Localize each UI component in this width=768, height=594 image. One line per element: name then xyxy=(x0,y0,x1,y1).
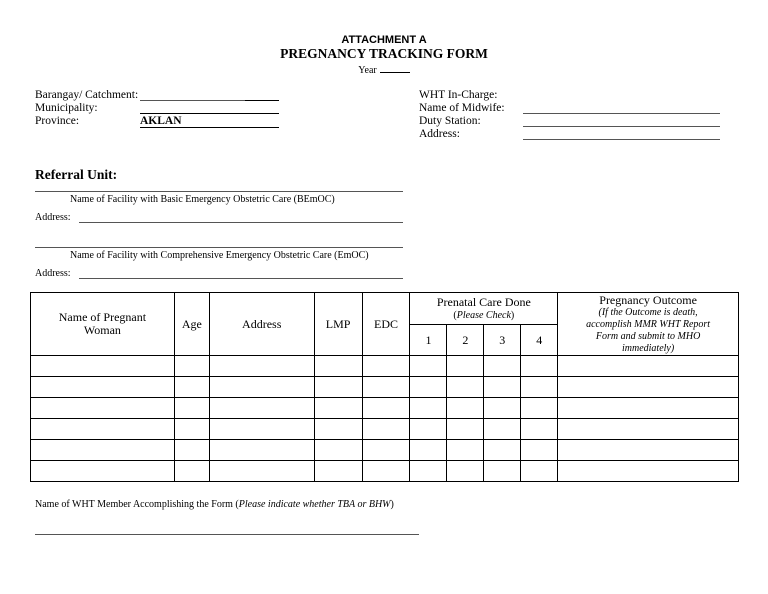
table-cell[interactable] xyxy=(410,377,447,398)
visit-4-header: 4 xyxy=(521,325,558,356)
table-cell[interactable] xyxy=(209,377,314,398)
barangay-label: Barangay/ Catchment: xyxy=(35,89,139,101)
table-cell[interactable] xyxy=(314,377,362,398)
table-cell[interactable] xyxy=(209,356,314,377)
bemoc-address-label: Address: xyxy=(35,212,71,223)
emoc-address-label: Address: xyxy=(35,268,71,279)
table-cell[interactable] xyxy=(410,461,447,482)
table-cell[interactable] xyxy=(521,377,558,398)
footer-note: Please indicate whether TBA or BHW xyxy=(238,499,391,510)
outcome-note: (If the Outcome is death, accomplish MMR WHT Report Form and submit to MHO immediately) xyxy=(586,306,711,354)
table-cell[interactable] xyxy=(558,419,739,440)
table-cell[interactable] xyxy=(314,461,362,482)
table-cell[interactable] xyxy=(447,398,484,419)
table-cell[interactable] xyxy=(174,356,209,377)
prenatal-title: Prenatal Care Done xyxy=(436,294,531,309)
province-label: Province: xyxy=(35,115,80,127)
wht-member-field[interactable] xyxy=(35,534,419,535)
table-cell[interactable] xyxy=(174,398,209,419)
col-header-lmp: LMP xyxy=(314,293,362,356)
table-cell[interactable] xyxy=(314,398,362,419)
visit-2-header: 2 xyxy=(447,325,484,356)
table-cell[interactable] xyxy=(410,440,447,461)
referral-unit-heading: Referral Unit: xyxy=(35,167,118,182)
table-cell[interactable] xyxy=(209,440,314,461)
table-cell[interactable] xyxy=(410,356,447,377)
pregnancy-tracking-table xyxy=(30,292,739,482)
table-row xyxy=(31,398,739,419)
visit-3-header: 3 xyxy=(484,325,521,356)
table-cell[interactable] xyxy=(558,461,739,482)
form-title: PREGNANCY TRACKING FORM xyxy=(280,46,488,61)
col-header-name xyxy=(31,293,175,356)
table-cell[interactable] xyxy=(31,461,175,482)
table-cell[interactable] xyxy=(484,419,521,440)
table-cell[interactable] xyxy=(174,440,209,461)
emoc-address-field[interactable] xyxy=(79,278,403,279)
municipality-field[interactable] xyxy=(140,113,279,114)
table-cell[interactable] xyxy=(410,398,447,419)
table-cell[interactable] xyxy=(209,398,314,419)
table-cell[interactable] xyxy=(362,356,410,377)
table-cell[interactable] xyxy=(362,419,410,440)
table-cell[interactable] xyxy=(31,419,175,440)
footer-label: Name of WHT Member Accomplishing the Form ( xyxy=(35,499,239,510)
wht-incharge-label: WHT In-Charge: xyxy=(419,89,498,101)
table-cell[interactable] xyxy=(447,377,484,398)
table-cell[interactable] xyxy=(558,356,739,377)
address-label: Address: xyxy=(419,128,460,140)
year-field[interactable] xyxy=(380,63,410,73)
table-cell[interactable] xyxy=(410,419,447,440)
duty-station-label: Duty Station: xyxy=(419,115,481,127)
table-body xyxy=(31,356,739,482)
table-cell[interactable] xyxy=(484,398,521,419)
table-cell[interactable] xyxy=(362,377,410,398)
table-cell[interactable] xyxy=(314,356,362,377)
table-cell[interactable] xyxy=(362,398,410,419)
year-label: Year xyxy=(358,65,377,76)
col-header-age: Age xyxy=(174,293,209,356)
table-row xyxy=(31,356,739,377)
emoc-name-field[interactable] xyxy=(35,247,403,248)
table-cell[interactable] xyxy=(31,440,175,461)
duty-station-field[interactable] xyxy=(523,126,720,127)
midwife-label: Name of Midwife: xyxy=(419,102,505,114)
table-row xyxy=(31,440,739,461)
table-cell[interactable] xyxy=(447,461,484,482)
visit-1-header: 1 xyxy=(410,325,447,356)
barangay-field-prefix xyxy=(140,100,245,101)
province-field[interactable] xyxy=(140,127,279,128)
table-cell[interactable] xyxy=(209,419,314,440)
table-cell[interactable] xyxy=(209,461,314,482)
prenatal-note-text: Please Check xyxy=(456,309,511,321)
table-row xyxy=(31,419,739,440)
footer-text xyxy=(35,499,394,510)
bemoc-address-field[interactable] xyxy=(79,222,403,223)
table-cell[interactable] xyxy=(362,440,410,461)
province-value: AKLAN xyxy=(140,115,182,127)
prenatal-note: (Please Check) xyxy=(453,309,515,321)
emoc-label: Name of Facility with Comprehensive Emergency Obstetric Care (EmOC) xyxy=(70,250,369,261)
table-cell[interactable] xyxy=(558,398,739,419)
table-cell[interactable] xyxy=(447,440,484,461)
midwife-field[interactable] xyxy=(523,113,720,114)
table-cell[interactable] xyxy=(521,440,558,461)
col-header-name-text: Name of Pregnant Woman xyxy=(58,310,147,337)
table-cell[interactable] xyxy=(484,356,521,377)
municipality-label: Municipality: xyxy=(35,102,98,114)
table-cell[interactable] xyxy=(447,356,484,377)
table-cell[interactable] xyxy=(174,461,209,482)
bemoc-label: Name of Facility with Basic Emergency Obstetric Care (BEmOC) xyxy=(70,194,335,205)
table-cell[interactable] xyxy=(314,440,362,461)
table-cell[interactable] xyxy=(314,419,362,440)
table-cell[interactable] xyxy=(521,419,558,440)
col-header-address: Address xyxy=(209,293,314,356)
bemoc-name-field[interactable] xyxy=(35,191,403,192)
table-cell[interactable] xyxy=(521,356,558,377)
address-field[interactable] xyxy=(523,139,720,140)
table-cell[interactable] xyxy=(31,356,175,377)
table-cell[interactable] xyxy=(31,398,175,419)
col-header-edc: EDC xyxy=(362,293,410,356)
outcome-title: Pregnancy Outcome xyxy=(599,292,697,307)
table-cell[interactable] xyxy=(174,419,209,440)
table-cell[interactable] xyxy=(362,461,410,482)
table-cell[interactable] xyxy=(521,461,558,482)
year-row xyxy=(0,63,768,76)
table-row xyxy=(31,377,739,398)
table-cell[interactable] xyxy=(484,377,521,398)
table-cell[interactable] xyxy=(174,377,209,398)
attachment-label: ATTACHMENT A xyxy=(341,34,427,46)
table-cell[interactable] xyxy=(31,377,175,398)
barangay-field[interactable] xyxy=(245,100,279,101)
table-row xyxy=(31,461,739,482)
table-cell[interactable] xyxy=(558,377,739,398)
footer-close: ) xyxy=(390,499,394,510)
col-header-outcome xyxy=(558,293,739,356)
table-cell[interactable] xyxy=(558,440,739,461)
table-cell[interactable] xyxy=(521,398,558,419)
col-header-prenatal xyxy=(410,293,558,325)
table-cell[interactable] xyxy=(484,440,521,461)
table-cell[interactable] xyxy=(484,461,521,482)
table-cell[interactable] xyxy=(447,419,484,440)
